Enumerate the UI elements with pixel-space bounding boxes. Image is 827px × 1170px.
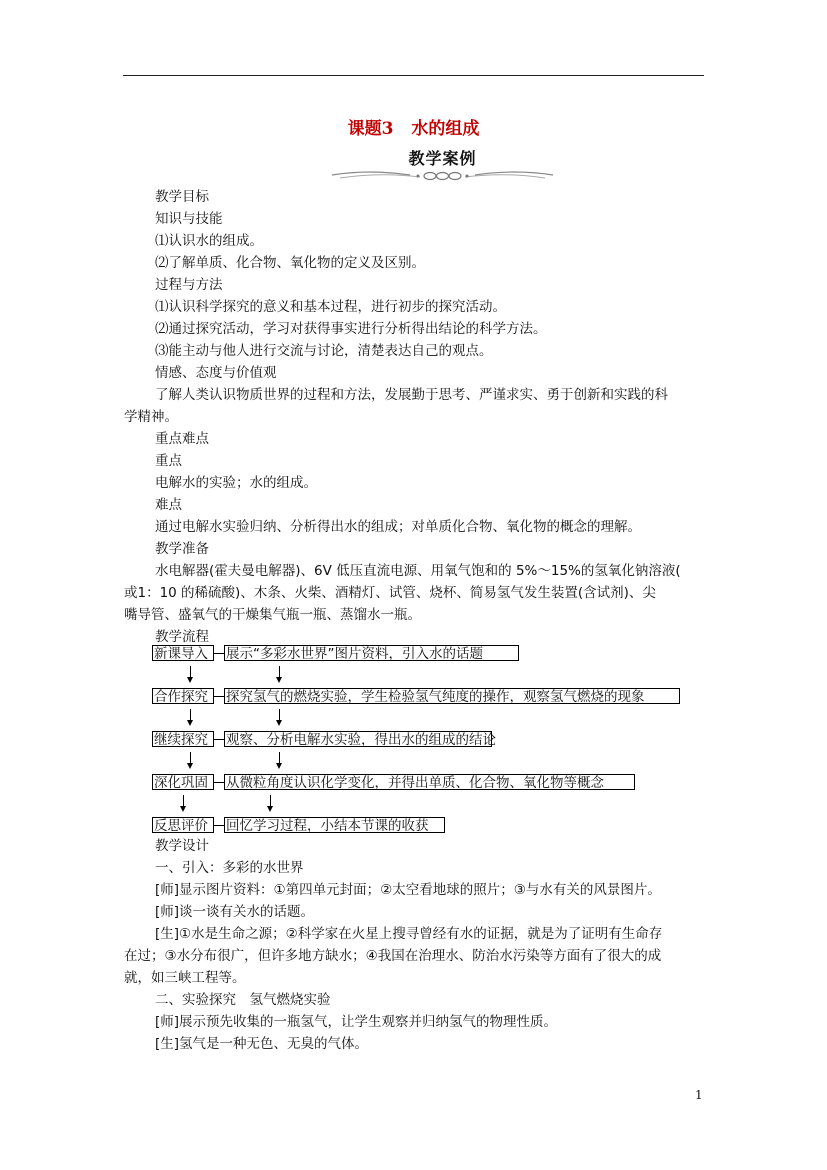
flow-desc-box: 回忆学习过程，小结本节课的收获 <box>224 817 445 833</box>
heading-design: 教学设计 <box>155 838 209 854</box>
flow-desc-box: 观察、分析电解水实验，得出水的组成的结论 <box>226 732 496 748</box>
lesson-name: 水的组成 <box>411 119 480 139</box>
lesson-title <box>0 114 827 139</box>
flow-connector <box>214 825 224 826</box>
flow-arrow-icon <box>190 666 191 678</box>
text-line: 电解水的实验；水的组成。 <box>155 475 317 491</box>
flow-arrow-icon <box>190 752 191 764</box>
flow-arrow-icon <box>183 795 184 807</box>
flow-connector <box>214 739 224 740</box>
page-number: 1 <box>695 1088 703 1102</box>
heading-flow: 教学流程 <box>155 629 209 645</box>
text-line: 就，如三峡工程等。 <box>124 970 246 986</box>
flow-desc-box: 探究氢气的燃烧实验，学生检验氢气纯度的操作，观察氢气燃烧的现象 <box>224 688 680 704</box>
banner-label: 教学案例 <box>408 149 477 168</box>
heading-attitude: 情感、态度与价值观 <box>155 365 277 381</box>
heading-process: 过程与方法 <box>155 277 223 293</box>
text-line: [师]展示预先收集的一瓶氢气，让学生观察并归纳氢气的物理性质。 <box>155 1014 558 1030</box>
text-line: 在过；③水分布很广，但许多地方缺水；④我国在治理水、防治水污染等方面有了很大的成 <box>124 948 662 964</box>
lesson-number: 课题3 <box>347 119 394 139</box>
flow-desc-box: 从微粒角度认识化学变化，并得出单质、化合物、氧化物等概念 <box>224 774 635 790</box>
heading-goals: 教学目标 <box>155 189 209 205</box>
flow-stage-box: 继续探究 <box>152 731 214 747</box>
flow-stage-box: 新课导入 <box>152 645 214 661</box>
text-line: ⑴认识科学探究的意义和基本过程，进行初步的探究活动。 <box>155 299 506 315</box>
header-rule <box>123 75 704 76</box>
text-line: ⑵了解单质、化合物、氧化物的定义及区别。 <box>155 255 425 271</box>
heading-preparation: 教学准备 <box>155 541 209 557</box>
text-line: [生]①水是生命之源；②科学家在火星上搜寻曾经有水的证据，就是为了证明有生命存 <box>155 926 663 942</box>
heading-key-points: 重点难点 <box>155 431 209 447</box>
text-line: ⑵通过探究活动，学习对获得事实进行分析得出结论的科学方法。 <box>155 321 547 337</box>
flow-arrow-icon <box>279 709 280 721</box>
text-line: 或1：10 的稀硫酸)、木条、火柴、酒精灯、试管、烧杯、简易氢气发生装置(含试剂)、尖 <box>124 585 656 601</box>
flow-arrow-icon <box>270 795 271 807</box>
section-heading: 二、实验探究 氢气燃烧实验 <box>155 992 331 1008</box>
flow-desc-box: 展示“多彩水世界”图片资料，引入水的话题 <box>224 645 519 661</box>
text-line: [师]谈一谈有关水的话题。 <box>155 904 315 920</box>
flow-arrow-icon <box>279 666 280 678</box>
flow-connector <box>214 696 224 697</box>
text-line: ⑴认识水的组成。 <box>155 233 263 249</box>
section-heading: 一、引入：多彩的水世界 <box>155 860 304 876</box>
heading-difficulty: 难点 <box>155 497 182 513</box>
text-line: 通过电解水实验归纳、分析得出水的组成；对单质化合物、氧化物的概念的理解。 <box>155 519 641 535</box>
heading-knowledge: 知识与技能 <box>155 211 223 227</box>
text-line: 学精神。 <box>124 409 178 425</box>
text-line: 嘴导管、盛氧气的干燥集气瓶一瓶、蒸馏水一瓶。 <box>124 607 421 623</box>
flow-connector <box>214 782 224 783</box>
ornament-icon <box>330 167 555 183</box>
text-line: 水电解器(霍夫曼电解器)、6V 低压直流电源、用氧气饱和的 5%～15%的氢氧化钠溶液( <box>155 563 681 579</box>
flow-stage-box: 深化巩固 <box>152 774 214 790</box>
heading-focus: 重点 <box>155 453 182 469</box>
teaching-case-banner <box>330 146 555 186</box>
flow-stage-box: 合作探究 <box>152 688 214 704</box>
flow-arrow-icon <box>190 709 191 721</box>
flow-connector <box>214 653 224 654</box>
text-line: [师]显示图片资料：①第四单元封面；②太空看地球的照片；③与水有关的风景图片。 <box>155 882 661 898</box>
text-line: 了解人类认识物质世界的过程和方法，发展勤于思考、严谨求实、勇于创新和实践的科 <box>155 387 668 403</box>
text-line: [生]氢气是一种无色、无臭的气体。 <box>155 1036 369 1052</box>
flow-arrow-icon <box>279 752 280 764</box>
text-line: ⑶能主动与他人进行交流与讨论，清楚表达自己的观点。 <box>155 343 493 359</box>
flow-stage-box: 反思评价 <box>152 817 214 833</box>
